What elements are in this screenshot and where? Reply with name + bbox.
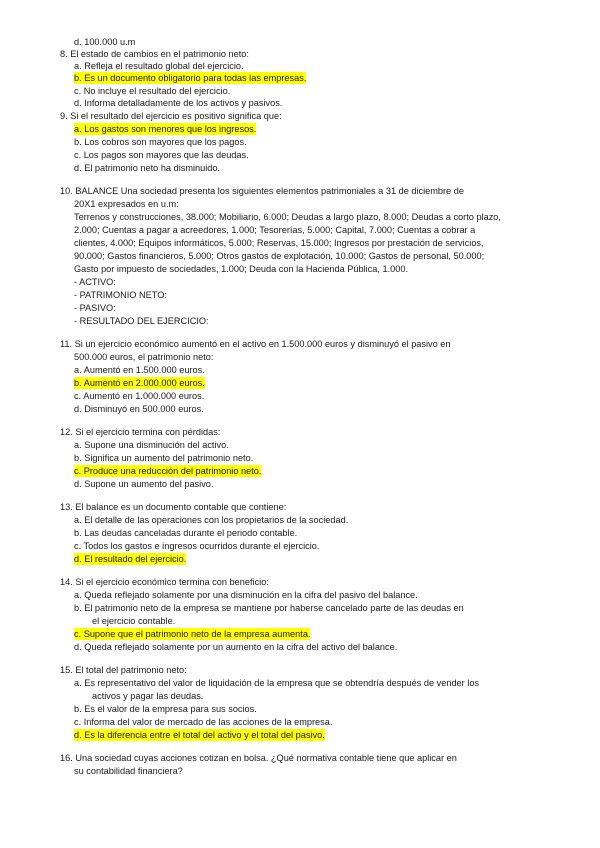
q10-question-line2: 20X1 expresados en u.m:	[74, 199, 179, 209]
q15-option-d-highlighted: d. Es la diferencia entre el total del activo y el total del pasivo.	[74, 730, 325, 740]
q9-option-c: c. Los pagos son mayores que las deudas.	[74, 150, 249, 160]
q10-patrimonio-label: - PATRIMONIO NETO:	[74, 290, 167, 300]
q8-option-c: c. No incluye el resultado del ejercicio.	[74, 86, 231, 96]
q11-option-c: c. Aumentó en 1.000.000 euros.	[74, 391, 205, 401]
q10-body-line4: 90.000; Gastos financieros, 5.000; Otros gastos de explotación, 10.000; Gastos de personal, 50.000;	[74, 251, 485, 261]
q12-option-d: d. Supone un aumento del pasivo.	[74, 479, 214, 489]
q12-option-b: b. Significa un aumento del patrimonio neto.	[74, 453, 254, 463]
q8-question: 8. El estado de cambios en el patrimonio neto:	[60, 49, 249, 59]
q10-body-line5: Gasto por impuesto de sociedades, 1.000; Deuda con la Hacienda Pública, 1.000.	[74, 264, 409, 274]
q14-option-b-line1: b. El patrimonio neto de la empresa se mantiene por haberse cancelado parte de las deudas en	[74, 603, 464, 613]
q15-option-c: c. Informa del valor de mercado de las acciones de la empresa.	[74, 717, 333, 727]
q9-option-d: d. El patrimonio neto ha disminuido.	[74, 163, 221, 173]
q14-option-c-highlighted: c. Supone que el patrimonio neto de la empresa aumenta.	[74, 629, 311, 639]
q14-question: 14. Si el ejercicio económico termina con beneficio:	[60, 577, 269, 587]
q15-option-a-line2: activos y pagar las deudas.	[92, 691, 204, 701]
q9-option-b: b. Los cobros son mayores que los pagos.	[74, 137, 247, 147]
q10-activo-label: - ACTIVO:	[74, 277, 116, 287]
q14-option-d: d. Queda reflejado solamente por un aumento en la cifra del activo del balance.	[74, 642, 398, 652]
q16-question-line2: su contabilidad financiera?	[74, 766, 183, 776]
q11-option-d: d. Disminuyó en 500.000 euros.	[74, 404, 204, 414]
q12-option-c-highlighted: c. Produce una reducción del patrimonio neto.	[74, 466, 262, 476]
q13-option-c: c. Todos los gastos e ingresos ocurridos durante el ejercicio.	[74, 541, 320, 551]
q15-option-b: b. Es el valor de la empresa para sus socios.	[74, 704, 257, 714]
q11-question-line1: 11. Si un ejercicio económico aumentó en el activo en 1.500.000 euros y disminuyó el pasivo en	[60, 339, 451, 349]
q9-option-a-highlighted: a. Los gastos son menores que los ingresos.	[74, 124, 257, 134]
q16-question-line1: 16. Una sociedad cuyas acciones cotizan en bolsa. ¿Qué normativa contable tiene que aplicar en	[60, 753, 457, 763]
q12-question: 12. Si el ejercicio termina con pérdidas:	[60, 427, 221, 437]
q14-option-a: a. Queda reflejado solamente por una disminución en la cifra del pasivo del balance.	[74, 590, 418, 600]
q13-option-d-highlighted: d. El resultado del ejercicio.	[74, 554, 187, 564]
q9-question: 9. Si el resultado del ejercicio es positivo significa que:	[60, 111, 282, 121]
q10-body-line3: clientes, 4.000; Equipos informáticos, 5.000; Reservas, 15.000; Ingresos por prestación de servicios,	[74, 238, 484, 248]
q13-option-a: a. El detalle de las operaciones con los propietarios de la sociedad.	[74, 515, 349, 525]
q7-option-d: d. 100.000 u.m	[74, 37, 136, 47]
q11-option-b-highlighted: b. Aumentó en 2.000.000 euros.	[74, 378, 205, 388]
q12-option-a: a. Supone una disminución del activo.	[74, 440, 229, 450]
q8-option-d: d. Informa detalladamente de los activos y pasivos.	[74, 98, 283, 108]
q11-option-a: a. Aumentó en 1.500.000 euros.	[74, 365, 205, 375]
q10-body-line2: 2.000; Cuentas a pagar a acreedores, 1.000; Tesorerías, 5.000; Capital, 7.000; Cuentas a cobrar a	[74, 225, 476, 235]
q10-body-line1: Terrenos y construcciones, 38.000; Mobiliario, 6.000; Deudas a largo plazo, 8.000; Deudas a corto plazo,	[74, 212, 501, 222]
q14-option-b-line2: el ejercicio contable.	[92, 616, 176, 626]
q13-option-b: b. Las deudas canceladas durante el periodo contable.	[74, 528, 298, 538]
q13-question: 13. El balance es un documento contable que contiene:	[60, 502, 287, 512]
q8-option-a: a. Refleja el resultado global del ejercicio.	[74, 61, 244, 71]
q10-question-line1: 10. BALANCE Una sociedad presenta los siguientes elementos patrimoniales a 31 de diciembre de	[60, 186, 464, 196]
q15-question: 15. El total del patrimonio neto:	[60, 665, 187, 675]
q10-pasivo-label: - PASIVO:	[74, 303, 116, 313]
q8-option-b-highlighted: b. Es un documento obligatorio para todas las empresas.	[74, 73, 307, 83]
q11-question-line2: 500.000 euros, el patrimonio neto:	[74, 352, 214, 362]
q10-resultado-label: - RESULTADO DEL EJERCICIO:	[74, 316, 209, 326]
q15-option-a-line1: a. Es representativo del valor de liquidación de la empresa que se obtendría después de vender los	[74, 678, 480, 688]
